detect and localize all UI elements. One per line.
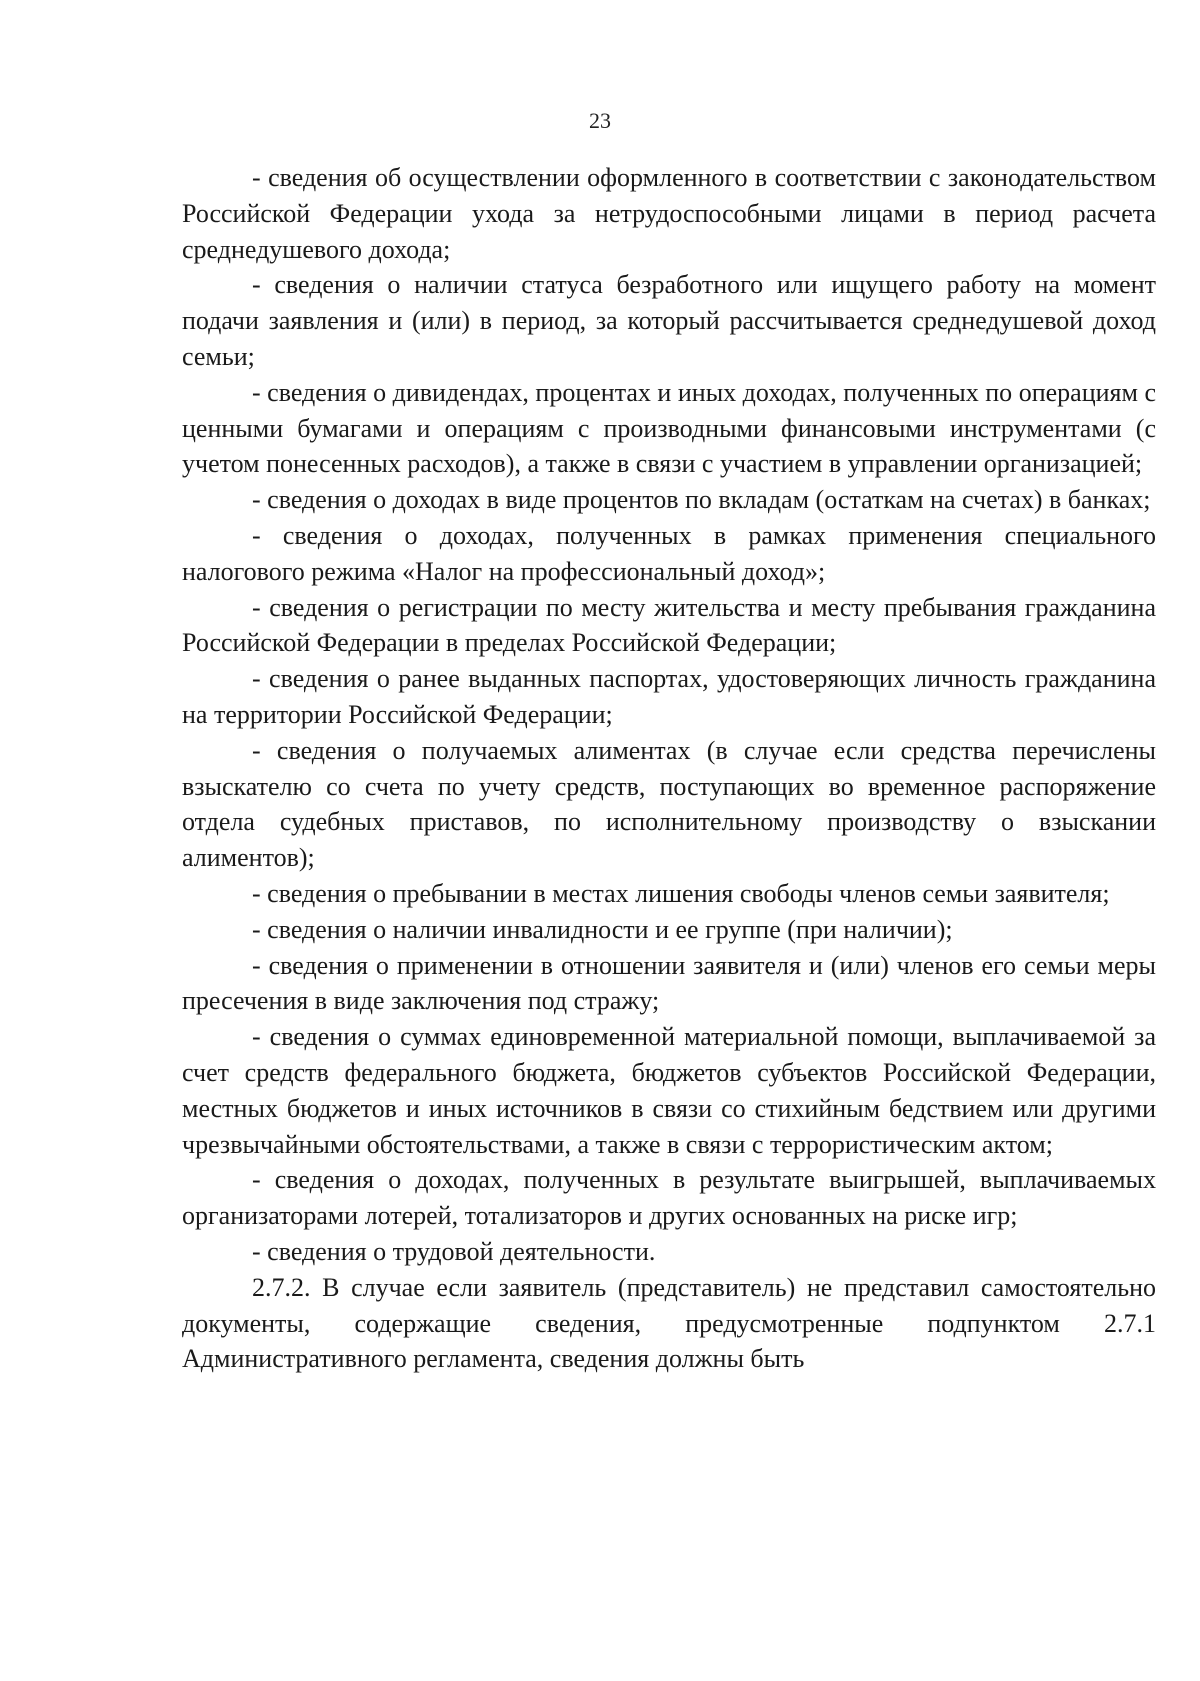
paragraph-deposit-interest: - сведения о доходах в виде процентов по вкладам (остаткам на счетах) в банках; [252,485,1151,515]
paragraph-section-2-7-2: 2.7.2. В случае если заявитель (представитель) не представил самостоятельно документы, содержащие сведения, предусмотренные подпунктом 2.7.1 Административного регламента, сведения должны быть [182,1272,1156,1374]
paragraph-material-aid: - сведения о суммах единовременной материальной помощи, выплачиваемой за счет средств федерального бюджета, бюджетов субъектов Российской Федерации, местных бюджетов и иных источников в связи со стихийным бедствием или другими чрезвычайными обстоятельствами, а также в связи с террористическим актом; [182,1022,1156,1159]
paragraph-unemployed-status: - сведения о наличии статуса безработного или ищущего работу на момент подачи заявления и (или) в период, за который рассчитывается среднедушевой доход семьи; [182,270,1156,371]
paragraph-alimony: - сведения о получаемых алиментах (в случае если средства перечислены взыскателю со счета по учету средств, поступающих во временное распоряжение отдела судебных приставов, по исполнительному производству о взыскании алиментов); [182,735,1156,873]
paragraph-imprisonment: - сведения о пребывании в местах лишения свободы членов семьи заявителя; [252,878,1110,908]
paragraph-disability: - сведения о наличии инвалидности и ее группе (при наличии); [252,914,953,944]
paragraph-care-info: - сведения об осуществлении оформленного в соответствии с законодательством Российской Федерации ухода за нетрудоспособными лицами в период расчета среднедушевого дохода; [182,163,1156,264]
paragraph-custody: - сведения о применении в отношении заявителя и (или) членов его семьи меры пресечения в виде заключения под стражу; [182,950,1156,1016]
paragraph-labor-activity: - сведения о трудовой деятельности. [252,1236,656,1266]
paragraph-dividends: - сведения о дивидендах, процентах и иных доходах, полученных по операциям с ценными бумагами и операциям с производными финансовыми инструментами (с учетом понесенных расходов), а также в связи с участием в управлении организацией; [182,377,1156,479]
page-number: 23 [589,108,611,133]
paragraph-professional-income-tax: - сведения о доходах, полученных в рамках применения специального налогового режима «Налог на профессиональный доход»; [182,520,1156,586]
paragraph-passports: - сведения о ранее выданных паспортах, удостоверяющих личность гражданина на территории Российской Федерации; [182,664,1156,729]
paragraph-lottery-winnings: - сведения о доходах, полученных в результате выигрышей, выплачиваемых организаторами лотерей, тотализаторов и других основанных на риске игр; [182,1165,1156,1231]
paragraph-registration: - сведения о регистрации по месту жительства и месту пребывания гражданина Российской Федерации в пределах Российской Федерации; [182,592,1156,658]
document-body [182,160,1156,1377]
